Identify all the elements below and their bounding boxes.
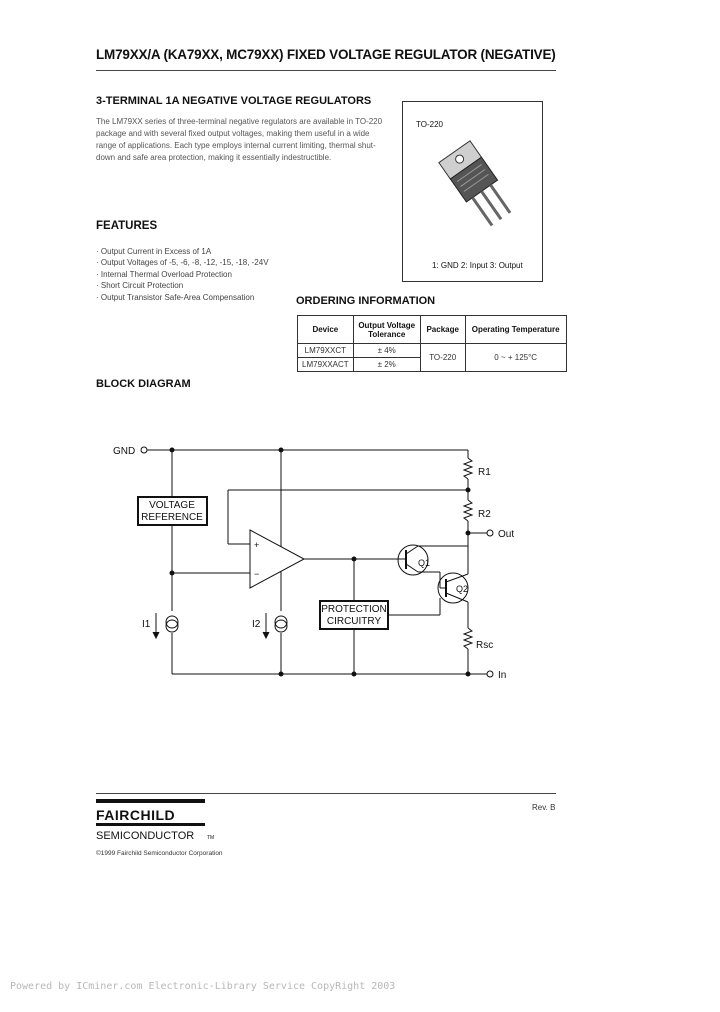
voltage-reference-label: VOLTAGE xyxy=(149,500,195,511)
gnd-terminal xyxy=(141,447,147,453)
footer-rule xyxy=(96,793,556,794)
device-cell: LM79XXCT xyxy=(298,344,354,358)
protection-label: CIRCUITRY xyxy=(326,616,382,627)
table-row xyxy=(298,344,567,358)
package-pinout: 1: GND 2: Input 3: Output xyxy=(432,261,523,270)
fairchild-logo xyxy=(96,799,246,845)
voltage-reference-label: REFERENCE xyxy=(141,512,203,523)
logo-wordmark: FAIRCHILD xyxy=(96,807,176,823)
logo-subtitle: SEMICONDUCTOR xyxy=(96,830,195,842)
column-header: Operating Temperature xyxy=(465,316,566,344)
i2-label: I2 xyxy=(252,619,261,630)
to220-package-image xyxy=(430,140,530,240)
ordering-heading: ORDERING INFORMATION xyxy=(296,295,436,307)
document-title: LM79XX/A (KA79XX, MC79XX) FIXED VOLTAGE REGULATOR (NEGATIVE) xyxy=(96,47,556,62)
feature-item: · Short Circuit Protection xyxy=(96,280,269,291)
tolerance-cell: ± 2% xyxy=(353,358,420,372)
r1-label: R1 xyxy=(478,467,491,478)
features-heading: FEATURES xyxy=(96,220,158,232)
column-header: Package xyxy=(420,316,465,344)
resistor-r2 xyxy=(464,500,472,521)
device-cell: LM79XXACT xyxy=(298,358,354,372)
header-rule xyxy=(96,70,556,71)
package-cell: TO-220 xyxy=(420,344,465,372)
intro-heading: 3-TERMINAL 1A NEGATIVE VOLTAGE REGULATORS xyxy=(96,95,372,107)
resistor-rsc xyxy=(464,628,472,649)
resistor-r1 xyxy=(464,458,472,479)
out-terminal xyxy=(487,530,493,536)
table-header-row xyxy=(298,316,567,344)
column-header: Output Voltage Tolerance xyxy=(353,316,420,344)
in-label: In xyxy=(498,670,507,681)
out-label: Out xyxy=(498,529,515,540)
feature-item: · Internal Thermal Overload Protection xyxy=(96,269,269,280)
column-header: Device xyxy=(298,316,354,344)
feature-item: · Output Current in Excess of 1A xyxy=(96,246,269,257)
logo-trademark: TM xyxy=(207,835,215,841)
q1-label: Q1 xyxy=(418,558,431,568)
rsc-label: Rsc xyxy=(476,640,494,651)
protection-label: PROTECTION xyxy=(321,604,387,615)
features-list xyxy=(96,246,269,303)
block-diagram-heading: BLOCK DIAGRAM xyxy=(96,378,191,390)
temperature-cell: 0 ~ + 125°C xyxy=(465,344,566,372)
block-diagram xyxy=(100,430,540,690)
ordering-table xyxy=(297,315,567,372)
intro-paragraph: The LM79XX series of three-terminal negative regulators are available in TO-220 package and with several fixed output voltages, making them useful in a wide range of applications. Each type employs internal current limiting, thermal shut-down and safe area protection, making it essentially indestructible. xyxy=(96,117,383,162)
r2-label: R2 xyxy=(478,509,491,520)
watermark-text: Powered by ICminer.com Electronic-Library Service CopyRight 2003 xyxy=(10,981,396,992)
gnd-label: GND xyxy=(113,446,136,457)
tolerance-cell: ± 4% xyxy=(353,344,420,358)
package-name: TO-220 xyxy=(416,120,443,129)
i1-label: I1 xyxy=(142,619,151,630)
svg-text:+: + xyxy=(254,540,260,550)
in-terminal xyxy=(487,671,493,677)
revision-label: Rev. B xyxy=(532,803,556,812)
error-amplifier xyxy=(250,530,304,588)
feature-item: · Output Transistor Safe-Area Compensation xyxy=(96,292,269,303)
svg-text:−: − xyxy=(254,569,260,579)
feature-item: · Output Voltages of -5, -6, -8, -12, -15, -18, -24V xyxy=(96,257,269,268)
copyright-notice: ©1999 Fairchild Semiconductor Corporation xyxy=(96,850,223,857)
q2-label: Q2 xyxy=(456,584,469,594)
